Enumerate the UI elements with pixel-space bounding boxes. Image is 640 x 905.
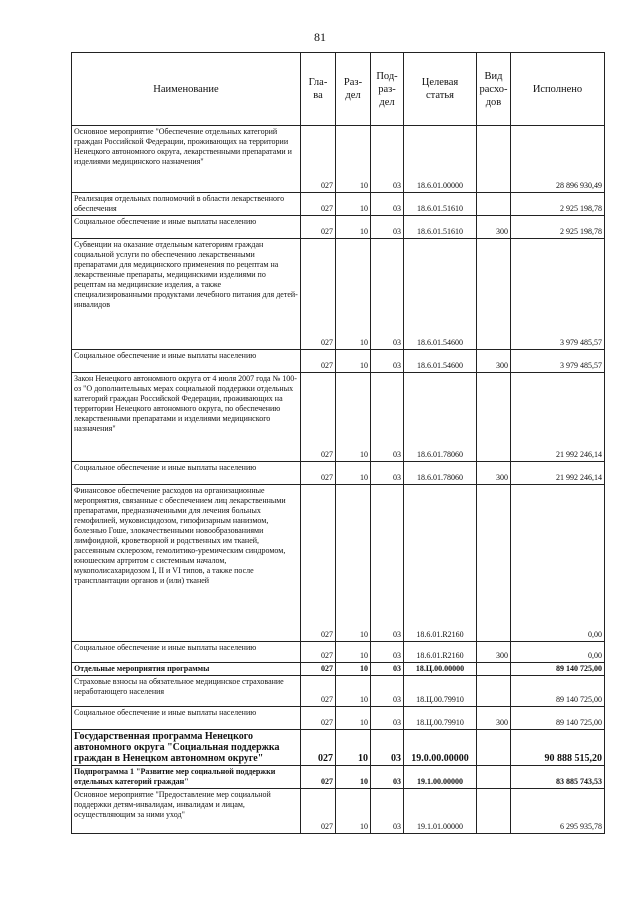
row-target: 18.6.01.78060 xyxy=(404,373,477,462)
row-expense-type: 300 xyxy=(477,350,511,373)
table-row xyxy=(72,350,605,373)
row-section: 10 xyxy=(336,676,371,707)
row-section: 10 xyxy=(336,789,371,834)
row-executed: 21 992 246,14 xyxy=(511,462,605,485)
row-name: Финансовое обеспечение расходов на организационные мероприятия, связанные с обеспечением лиц лекарственными препаратами, предназначенными для лечения больных гемофилией, муковисцидозом, гипофизарным нанизмом, болезнью Гоше, злокачественными новообразованиями лимфоидной, кроветворной и родственных им тканей, рассеянным склерозом, гемолитико-уремическим синдромом, юношеским артритом с системным началом, мукополисахаридозом I, II и VI типов, а также после трансплантации органов и (или) тканей xyxy=(72,485,301,642)
row-executed: 2 925 198,78 xyxy=(511,193,605,216)
row-subsection: 03 xyxy=(371,789,404,834)
row-name: Субвенции на оказание отдельным категориям граждан социальной услуги по обеспечению лекарственными препаратами для медицинского применения по рецептам на лекарственные препараты, медицинскими изделиями по рецептам на медицинские изделия, а также специализированными продуктами лечебного питания для детей-инвалидов xyxy=(72,239,301,350)
header-expense-type: Вид расхо- дов xyxy=(477,53,511,126)
table-row xyxy=(72,373,605,462)
row-section: 10 xyxy=(336,485,371,642)
row-expense-type xyxy=(477,126,511,193)
row-executed: 6 295 935,78 xyxy=(511,789,605,834)
table-row xyxy=(72,730,605,766)
row-executed: 3 979 485,57 xyxy=(511,350,605,373)
row-subsection: 03 xyxy=(371,126,404,193)
row-expense-type xyxy=(477,676,511,707)
table-row xyxy=(72,216,605,239)
row-target: 18.6.01.R2160 xyxy=(404,485,477,642)
row-subsection: 03 xyxy=(371,485,404,642)
row-chapter: 027 xyxy=(301,730,336,766)
row-target: 18.6.01.54600 xyxy=(404,350,477,373)
row-section: 10 xyxy=(336,373,371,462)
row-target: 18.6.01.78060 xyxy=(404,462,477,485)
row-name: Социальное обеспечение и иные выплаты населению xyxy=(72,707,301,730)
row-executed: 3 979 485,57 xyxy=(511,239,605,350)
row-expense-type xyxy=(477,373,511,462)
row-expense-type xyxy=(477,193,511,216)
row-name: Социальное обеспечение и иные выплаты населению xyxy=(72,462,301,485)
row-chapter: 027 xyxy=(301,766,336,789)
row-section: 10 xyxy=(336,642,371,663)
row-section: 10 xyxy=(336,193,371,216)
row-section: 10 xyxy=(336,216,371,239)
row-name: Социальное обеспечение и иные выплаты населению xyxy=(72,216,301,239)
row-executed: 21 992 246,14 xyxy=(511,373,605,462)
row-executed: 0,00 xyxy=(511,642,605,663)
row-name: Страховые взносы на обязательное медицинское страхование неработающего населения xyxy=(72,676,301,707)
row-name: Основное мероприятие "Обеспечение отдельных категорий граждан Российской Федерации, проживающих на территории Ненецкого автономного округа, лекарственными препаратами и изделиями медицинского назначения" xyxy=(72,126,301,193)
row-subsection: 03 xyxy=(371,373,404,462)
page-number: 81 xyxy=(314,30,326,44)
row-subsection: 03 xyxy=(371,766,404,789)
table-row xyxy=(72,663,605,676)
header-target: Целевая статья xyxy=(404,53,477,126)
row-subsection: 03 xyxy=(371,730,404,766)
row-section: 10 xyxy=(336,239,371,350)
table-row xyxy=(72,462,605,485)
header-section: Раз- дел xyxy=(336,53,371,126)
row-chapter: 027 xyxy=(301,676,336,707)
row-target: 18.6.01.51610 xyxy=(404,193,477,216)
row-target: 18.Ц.00.79910 xyxy=(404,707,477,730)
table-row xyxy=(72,485,605,642)
row-name: Реализация отдельных полномочий в области лекарственного обеспечения xyxy=(72,193,301,216)
row-chapter: 027 xyxy=(301,126,336,193)
row-name: Подпрограмма 1 "Развитие мер социальной поддержки отдельных категорий граждан" xyxy=(72,766,301,789)
row-executed: 90 888 515,20 xyxy=(511,730,605,766)
row-expense-type: 300 xyxy=(477,707,511,730)
row-executed: 0,00 xyxy=(511,485,605,642)
row-chapter: 027 xyxy=(301,350,336,373)
table-row xyxy=(72,193,605,216)
table-row xyxy=(72,676,605,707)
row-target: 19.1.00.00000 xyxy=(404,766,477,789)
row-subsection: 03 xyxy=(371,216,404,239)
row-name: Основное мероприятие "Предоставление мер социальной поддержки детям-инвалидам, инвалидам и лицам, осуществляющим за ними уход" xyxy=(72,789,301,834)
row-executed: 89 140 725,00 xyxy=(511,663,605,676)
row-expense-type xyxy=(477,663,511,676)
budget-table xyxy=(71,52,605,834)
row-executed: 83 885 743,53 xyxy=(511,766,605,789)
table-header-row xyxy=(72,53,605,126)
row-expense-type xyxy=(477,766,511,789)
row-subsection: 03 xyxy=(371,239,404,350)
row-subsection: 03 xyxy=(371,707,404,730)
row-name: Государственная программа Ненецкого автономного округа "Социальная поддержка граждан в Ненецком автономном округе" xyxy=(72,730,301,766)
row-chapter: 027 xyxy=(301,216,336,239)
row-executed: 89 140 725,00 xyxy=(511,676,605,707)
header-subsection: Под- раз- дел xyxy=(371,53,404,126)
row-expense-type: 300 xyxy=(477,216,511,239)
row-section: 10 xyxy=(336,707,371,730)
row-expense-type xyxy=(477,789,511,834)
row-target: 18.6.01.R2160 xyxy=(404,642,477,663)
row-section: 10 xyxy=(336,663,371,676)
row-section: 10 xyxy=(336,462,371,485)
row-executed: 2 925 198,78 xyxy=(511,216,605,239)
row-target: 18.Ц.00.00000 xyxy=(404,663,477,676)
row-chapter: 027 xyxy=(301,373,336,462)
row-executed: 28 896 930,49 xyxy=(511,126,605,193)
row-subsection: 03 xyxy=(371,350,404,373)
row-chapter: 027 xyxy=(301,707,336,730)
row-executed: 89 140 725,00 xyxy=(511,707,605,730)
row-subsection: 03 xyxy=(371,462,404,485)
header-executed: Исполнено xyxy=(511,53,605,126)
row-expense-type xyxy=(477,730,511,766)
row-chapter: 027 xyxy=(301,485,336,642)
row-target: 18.6.01.00000 xyxy=(404,126,477,193)
row-chapter: 027 xyxy=(301,462,336,485)
header-chapter: Гла- ва xyxy=(301,53,336,126)
table-row xyxy=(72,789,605,834)
row-section: 10 xyxy=(336,766,371,789)
row-chapter: 027 xyxy=(301,642,336,663)
table-row xyxy=(72,642,605,663)
row-chapter: 027 xyxy=(301,789,336,834)
row-name: Социальное обеспечение и иные выплаты населению xyxy=(72,642,301,663)
row-expense-type xyxy=(477,485,511,642)
row-expense-type xyxy=(477,239,511,350)
row-target: 19.0.00.00000 xyxy=(404,730,477,766)
header-name: Наименование xyxy=(72,53,301,126)
row-target: 19.1.01.00000 xyxy=(404,789,477,834)
row-target: 18.6.01.51610 xyxy=(404,216,477,239)
row-target: 18.Ц.00.79910 xyxy=(404,676,477,707)
row-subsection: 03 xyxy=(371,676,404,707)
row-expense-type: 300 xyxy=(477,462,511,485)
row-section: 10 xyxy=(336,126,371,193)
row-name: Социальное обеспечение и иные выплаты населению xyxy=(72,350,301,373)
row-section: 10 xyxy=(336,730,371,766)
table-row xyxy=(72,766,605,789)
row-chapter: 027 xyxy=(301,239,336,350)
table-row xyxy=(72,239,605,350)
row-subsection: 03 xyxy=(371,193,404,216)
row-expense-type: 300 xyxy=(477,642,511,663)
row-subsection: 03 xyxy=(371,663,404,676)
row-chapter: 027 xyxy=(301,663,336,676)
row-section: 10 xyxy=(336,350,371,373)
row-target: 18.6.01.54600 xyxy=(404,239,477,350)
table-row xyxy=(72,126,605,193)
row-name: Закон Ненецкого автономного округа от 4 июля 2007 года № 100-оз "О дополнительных мерах социальной поддержки отдельных категорий граждан Российской Федерации, проживающих на территории Ненецкого автономного округа, по обеспечению лекарственными препаратами и изделиями медицинского назначения" xyxy=(72,373,301,462)
row-chapter: 027 xyxy=(301,193,336,216)
row-name: Отдельные мероприятия программы xyxy=(72,663,301,676)
row-subsection: 03 xyxy=(371,642,404,663)
table-row xyxy=(72,707,605,730)
